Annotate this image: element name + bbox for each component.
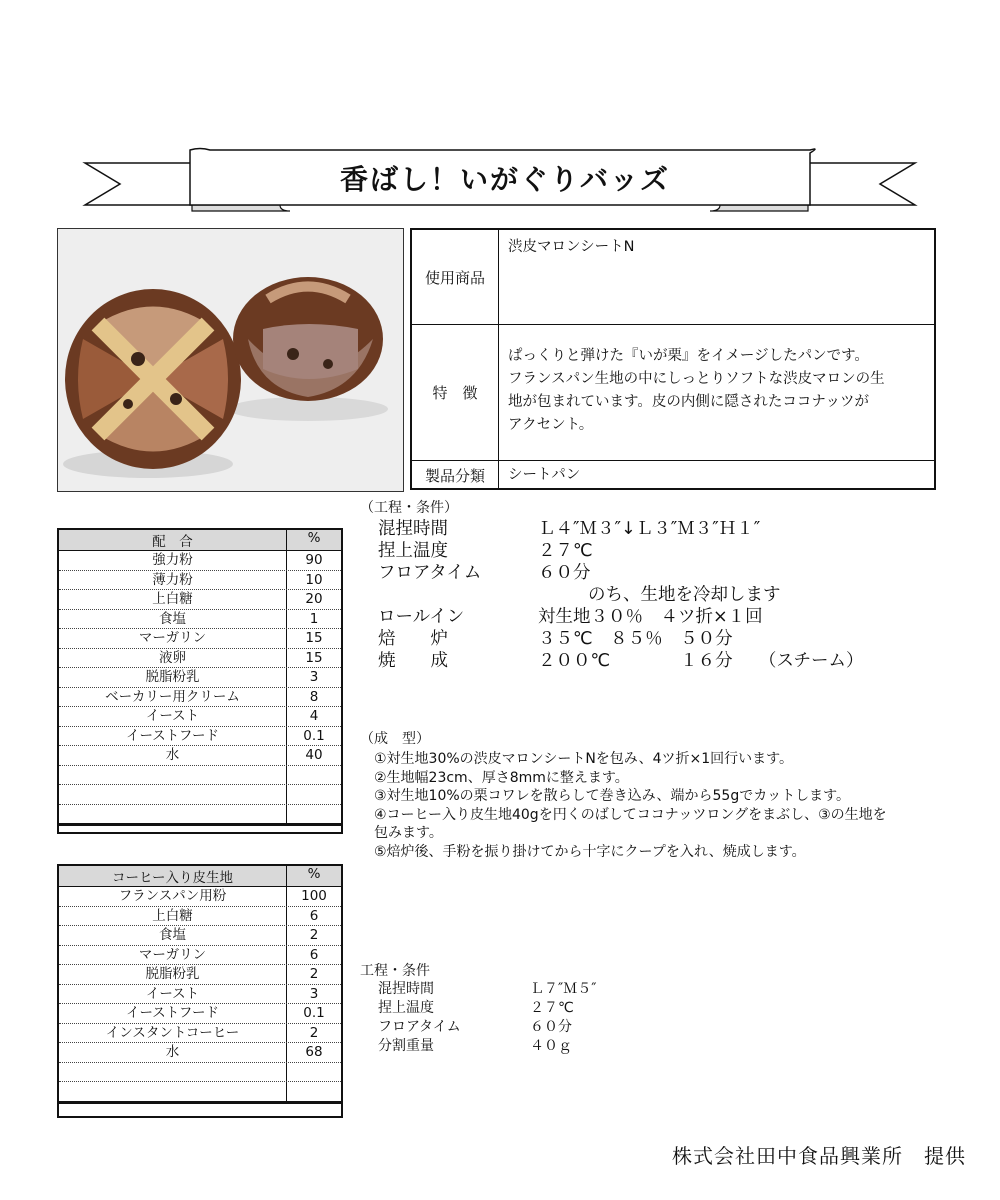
process-value: ６０分 <box>538 563 591 583</box>
dough-recipe-table <box>57 528 343 834</box>
molding-steps <box>374 750 974 861</box>
process-label: （工程・条件） <box>360 500 458 516</box>
ingredient-percent: 20 <box>305 591 323 607</box>
process-key: フロアタイム <box>378 1019 461 1035</box>
product-row <box>412 230 934 325</box>
process-value: ３５℃ ８５％ ５０分 <box>538 629 733 649</box>
product-value: 渋皮マロンシートN <box>508 239 635 255</box>
process-key: ロールイン <box>378 607 465 627</box>
table-footer <box>59 824 341 848</box>
process-key: 焼 成 <box>378 651 448 671</box>
empty-cell <box>287 785 341 804</box>
empty-cell <box>59 1063 287 1082</box>
ingredient-percent: 90 <box>305 552 323 568</box>
feature-line: ぱっくりと弾けた『いが栗』をイメージしたパンです。 <box>508 348 869 364</box>
ingredient-name: フランスパン用粉 <box>59 887 287 906</box>
molding-step: ③対生地10%の栗コワレを散らして巻き込み、端から55gでカットします。 <box>374 788 850 804</box>
molding-step: ④コーヒー入り皮生地40gを円くのばしてココナッツロングをまぶし、③の生地を <box>374 806 887 823</box>
coffee-dough-recipe-table <box>57 864 343 1118</box>
category-value: シートパン <box>508 467 581 483</box>
process-value: ２７℃ <box>530 1000 574 1016</box>
empty-cell <box>59 785 287 804</box>
ingredient-percent: 8 <box>309 688 319 705</box>
ingredient-name: 液卵 <box>59 649 287 668</box>
feature-text <box>508 345 926 437</box>
process-value: ２００℃ １６分 （スチーム） <box>538 651 864 671</box>
feature-line: アクセント。 <box>508 417 594 433</box>
molding-label: （成 型） <box>360 731 430 747</box>
ingredient-name: 水 <box>59 746 287 765</box>
molding-step: ⑤焙炉後、手粉を振り掛けてから十字にクープを入れ、焼成します。 <box>374 843 806 860</box>
process2-label: 工程・条件 <box>360 963 430 979</box>
empty-cell <box>287 766 341 785</box>
process-value: ４０ｇ <box>530 1038 572 1054</box>
ingredient-percent: 40 <box>305 747 323 763</box>
ingredient-percent: 6 <box>309 907 319 924</box>
process-key: 分割重量 <box>378 1038 434 1054</box>
empty-cell <box>59 766 287 785</box>
empty-cell <box>287 805 341 824</box>
feature-line: フランスパン生地の中にしっとりソフトな渋皮マロンの生 <box>508 371 885 387</box>
ingredient-name: 脱脂粉乳 <box>59 965 287 984</box>
bread-photo <box>57 228 404 492</box>
process-value: Ｌ４″Ｍ３″↓Ｌ３″Ｍ３″Ｈ１″ <box>538 519 761 539</box>
feature-row <box>412 325 934 461</box>
category-label: 製品分類 <box>412 461 499 490</box>
process-value: ６０分 <box>530 1019 572 1035</box>
ingredient-percent: 2 <box>309 927 319 943</box>
process-value: ２７℃ <box>538 541 593 561</box>
ingredient-percent: 0.1 <box>303 727 325 744</box>
empty-cell <box>59 805 287 824</box>
process-key: 焙 炉 <box>378 629 448 649</box>
ingredient-percent: 3 <box>309 669 319 685</box>
ingredient-percent: 0.1 <box>303 1005 325 1021</box>
feature-label: 特 徴 <box>412 325 499 460</box>
ingredient-name: マーガリン <box>59 946 287 965</box>
ingredient-name: 上白糖 <box>59 590 287 609</box>
ingredient-percent: 3 <box>309 985 319 1002</box>
ingredient-percent: 68 <box>305 1044 323 1060</box>
ingredient-name: マーガリン <box>59 629 287 648</box>
empty-cell <box>287 1063 341 1082</box>
process-key: 捏上温度 <box>378 1000 434 1016</box>
category-row <box>412 461 934 490</box>
feature-line: 地が包まれています。皮の内側に隠されたココナッツが <box>508 394 870 410</box>
ingredient-name: 強力粉 <box>59 551 287 570</box>
percent-header: % <box>307 530 321 546</box>
product-label: 使用商品 <box>412 230 499 324</box>
ingredient-name: イーストフード <box>59 727 287 746</box>
ingredient-name: ベーカリー用クリーム <box>59 688 287 707</box>
ingredient-percent: 10 <box>305 571 323 588</box>
ingredient-name: インスタントコーヒー <box>59 1024 287 1043</box>
percent-header: % <box>307 866 321 882</box>
process-key: フロアタイム <box>378 563 482 583</box>
process-key: 捏上温度 <box>378 541 448 561</box>
process2-conditions <box>378 980 778 1060</box>
credit-line: 株式会社田中食品興業所 提供 <box>672 1144 966 1168</box>
ingredient-percent: 6 <box>309 946 319 963</box>
ingredient-name: 食塩 <box>59 926 287 945</box>
ingredient-percent: 2 <box>309 1024 319 1041</box>
process-note: のち、生地を冷却します <box>588 585 781 605</box>
ingredient-percent: 100 <box>301 888 327 904</box>
page-title: 香ばし！いがぐりバッズ <box>339 162 670 196</box>
table-footer <box>59 1102 341 1126</box>
ingredient-name: 水 <box>59 1043 287 1062</box>
molding-step: ②生地幅23cm、厚さ8mmに整えます。 <box>374 769 629 786</box>
product-info-table <box>410 228 936 490</box>
ingredient-percent: 4 <box>309 708 319 724</box>
ingredient-header: 配 合 <box>59 530 287 550</box>
ingredient-percent: 2 <box>309 966 319 982</box>
ingredient-name: 脱脂粉乳 <box>59 668 287 687</box>
process-key: 混捏時間 <box>378 981 434 997</box>
process-value: 対生地３０％ ４ツ折×１回 <box>538 607 763 627</box>
table-header <box>59 530 341 551</box>
ingredient-percent: 15 <box>305 649 323 666</box>
molding-step: 包みます。 <box>374 825 443 841</box>
process-key: 混捏時間 <box>378 519 448 539</box>
ingredient-name: 食塩 <box>59 610 287 629</box>
ingredient-name: イースト <box>59 707 287 726</box>
ingredient-percent: 15 <box>305 630 323 646</box>
ingredient-name: 薄力粉 <box>59 571 287 590</box>
molding-step: ①対生地30%の渋皮マロンシートNを包み、4ツ折×1回行います。 <box>374 751 794 767</box>
ingredient-header: コーヒー入り皮生地 <box>59 866 287 886</box>
ingredient-name: イーストフード <box>59 1004 287 1023</box>
ingredient-percent: 1 <box>309 610 319 627</box>
empty-cell <box>287 1082 341 1101</box>
ingredient-name: 上白糖 <box>59 907 287 926</box>
process-value: Ｌ７″Ｍ５″ <box>530 981 597 997</box>
process-conditions <box>378 518 978 678</box>
empty-cell <box>59 1082 287 1101</box>
table-header <box>59 866 341 887</box>
ingredient-name: イースト <box>59 985 287 1004</box>
